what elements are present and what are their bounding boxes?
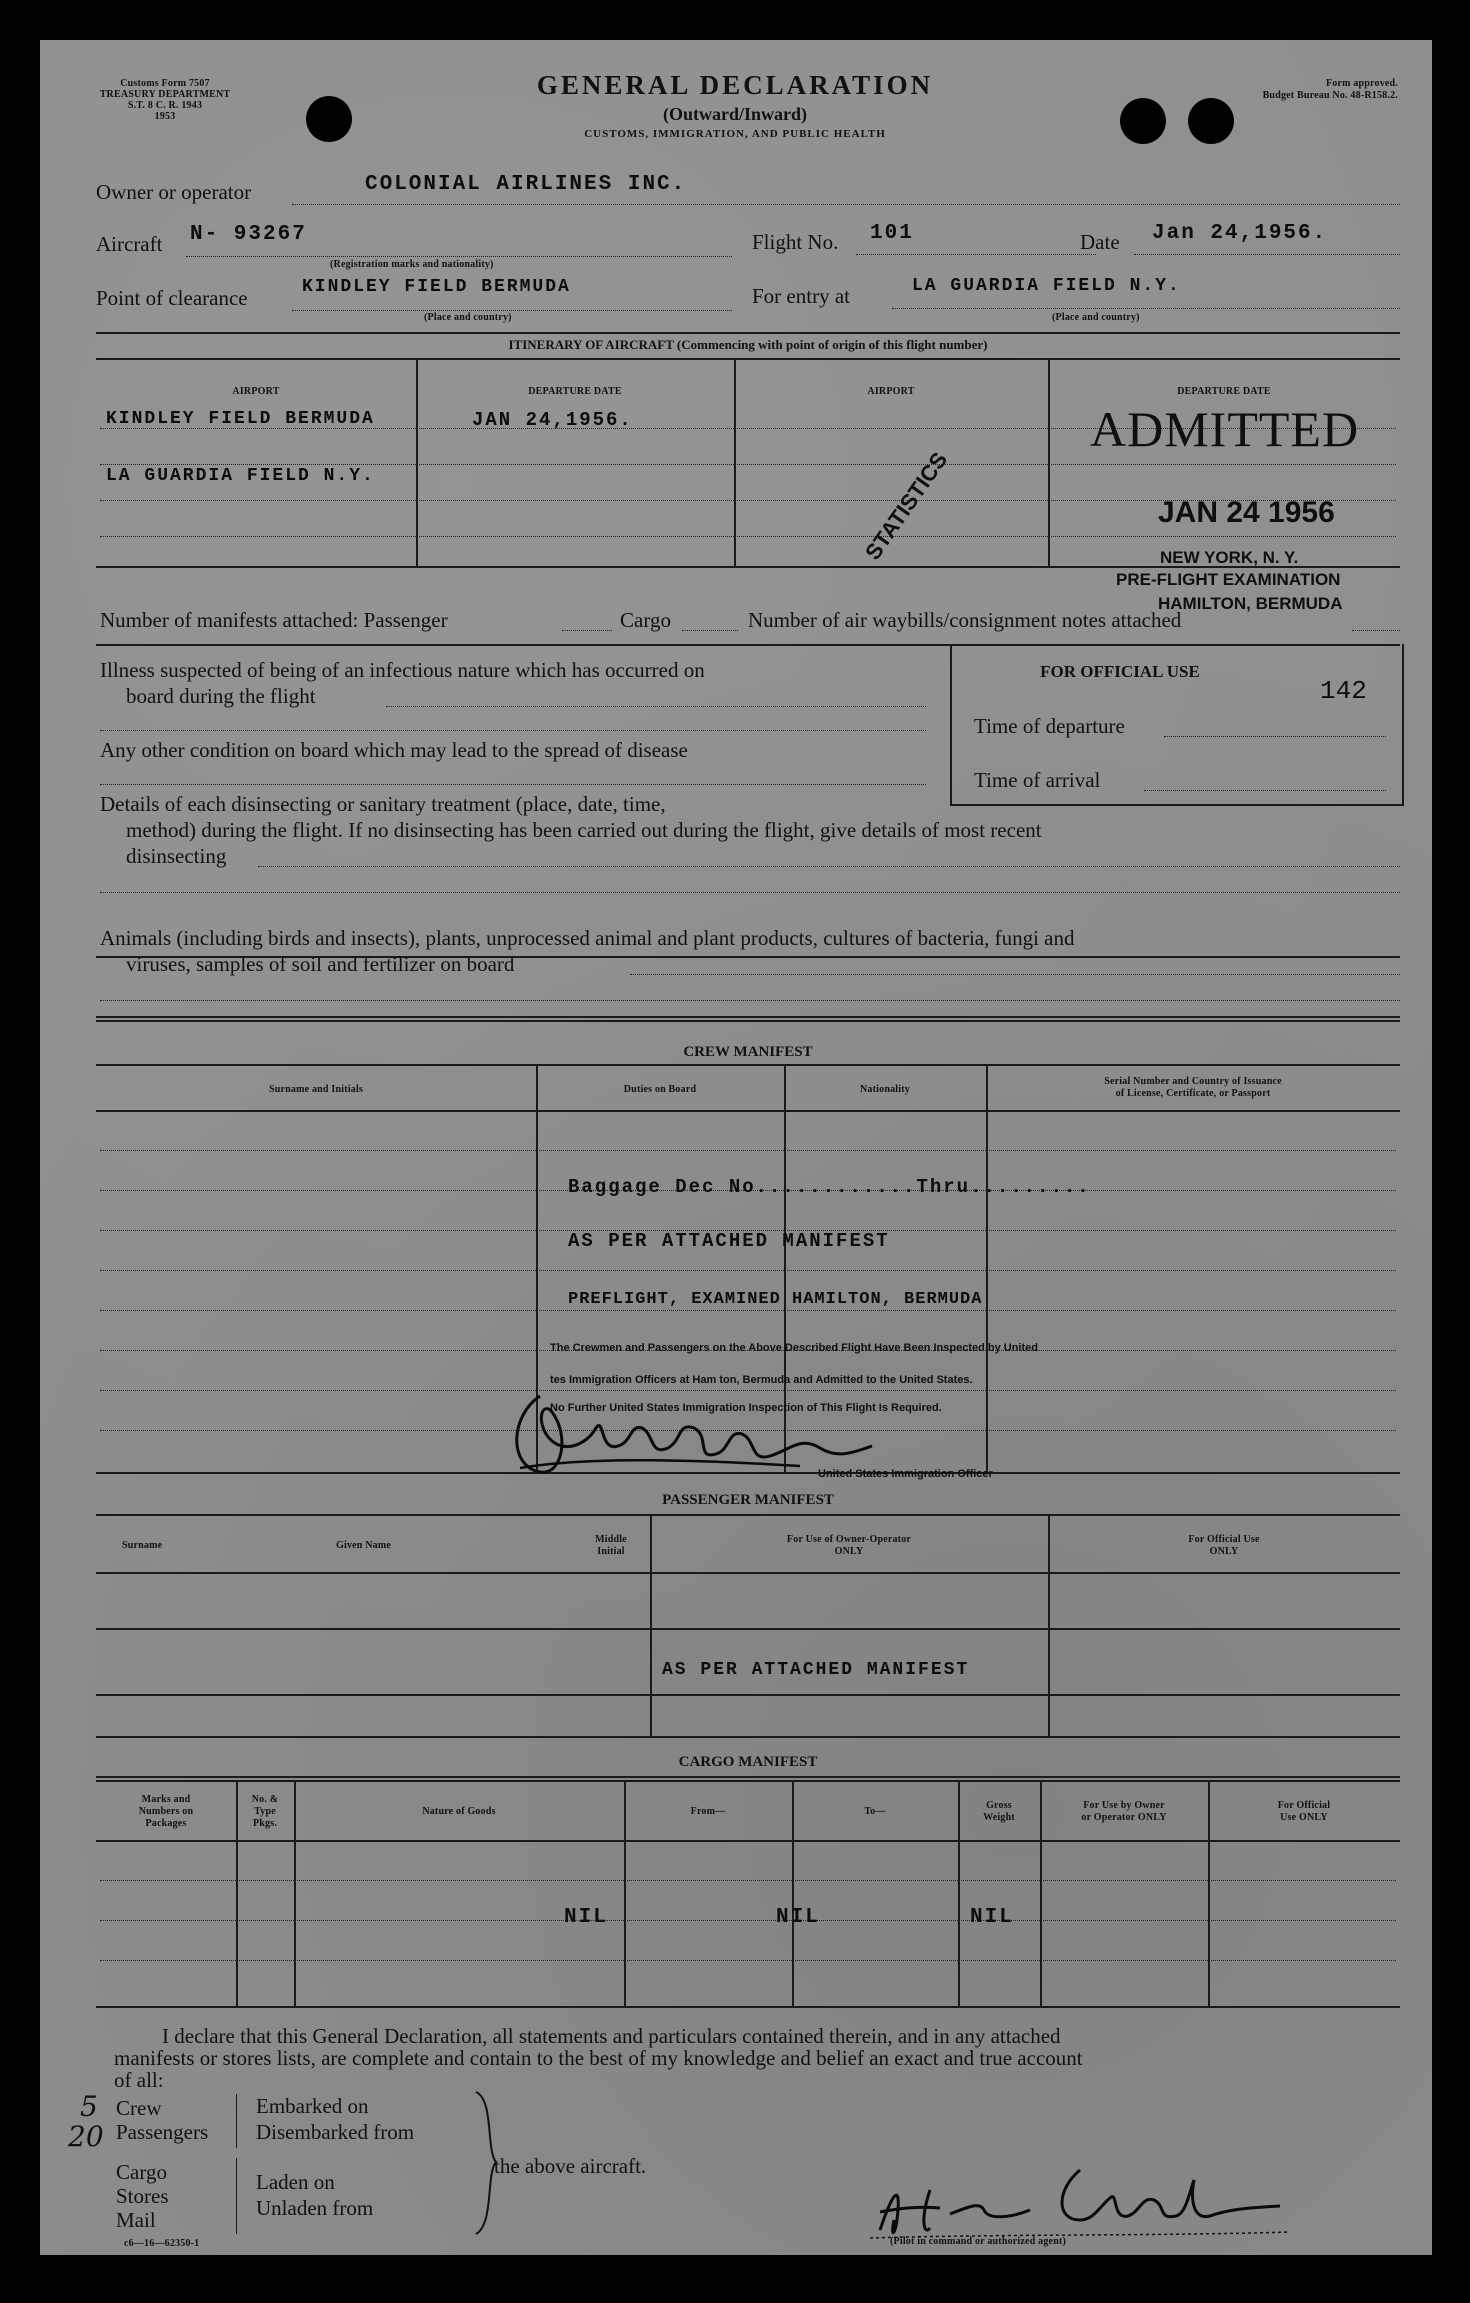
declaration-line-2: manifests or stores lists, are complete and contain to the best of my knowledge and belief an exact and true account (114, 2046, 1083, 2070)
declaration-crew: Crew (116, 2096, 162, 2120)
crew-col-nationality: Nationality (860, 1084, 910, 1095)
cargo-col-from: From— (690, 1806, 726, 1817)
disinsect-text-1: Details of each disinsecting or sanitary treatment (place, date, time, (100, 792, 666, 816)
passenger-manifest-typed: AS PER ATTACHED MANIFEST (662, 1660, 970, 1680)
official-use-heading: FOR OFFICIAL USE (1040, 662, 1200, 681)
official-number: 142 (1320, 676, 1367, 706)
cargo-col-marks (96, 1794, 236, 1830)
itinerary-departure-header-2: DEPARTURE DATE (1177, 386, 1271, 397)
flight-label: Flight No. (752, 230, 839, 254)
crew-col-serial-line2: of License, Certificate, or Passport (1115, 1088, 1271, 1099)
passenger-col-given: Given Name (336, 1540, 392, 1551)
time-of-departure-label: Time of departure (974, 714, 1125, 738)
cargo-col-no-line2: Type (254, 1806, 276, 1817)
inspection-stamp-4: United States Immigration Officer (818, 1468, 993, 1480)
declaration-laden: Laden on (256, 2170, 335, 2194)
handwritten-crew-count: 5 (80, 2090, 98, 2123)
form-subtitle: (Outward/Inward) (662, 104, 807, 124)
cargo-col-official (1208, 1800, 1400, 1824)
admitted-stamp: ADMITTED (1090, 401, 1360, 457)
itinerary-airport-header: AIRPORT (232, 386, 280, 397)
passenger-col-owner-line1: For Use of Owner-Operator (786, 1534, 912, 1545)
itinerary-row2-airport: LA GUARDIA FIELD N.Y. (106, 466, 375, 486)
itinerary-airport-header-2: AIRPORT (867, 386, 915, 397)
entry-label: For entry at (752, 284, 850, 308)
disinsect-text-3: disinsecting (126, 844, 227, 868)
cargo-col-owner-line2: or Operator ONLY (1081, 1812, 1167, 1823)
animals-text-1: Animals (including birds and insects), plants, unprocessed animal and plant products, cultures of bacteria, fungi and (100, 926, 1075, 950)
itinerary-heading: ITINERARY OF AIRCRAFT (Commencing with point of origin of this flight number) (508, 337, 988, 352)
itinerary-departure-header: DEPARTURE DATE (528, 386, 622, 397)
cargo-nil-gross: NIL (970, 1906, 1014, 1929)
cargo-col-no-line3: Pkgs. (252, 1818, 278, 1829)
crew-baggage-typed: Baggage Dec No............Thru......... (568, 1176, 1091, 1198)
cargo-nil-to: NIL (776, 1906, 820, 1929)
illness-text-1: Illness suspected of being of an infectious nature which has occurred on (100, 658, 705, 682)
owner-value: COLONIAL AIRLINES INC. (365, 173, 687, 196)
cargo-col-owner-line1: For Use by Owner (1083, 1800, 1165, 1811)
cargo-col-gross-line2: Weight (983, 1812, 1015, 1823)
pilot-signature (860, 2150, 1300, 2250)
cargo-manifest-heading: CARGO MANIFEST (678, 1754, 818, 1770)
cargo-col-official-line1: For Official (1277, 1800, 1331, 1811)
declaration-passengers: Passengers (116, 2120, 209, 2144)
preflight-stamp-2: HAMILTON, BERMUDA (1158, 594, 1343, 613)
passenger-col-owner (650, 1534, 1048, 1558)
clearance-place-note: (Place and country) (424, 312, 512, 323)
admitted-date-stamp: JAN 24 1956 (1158, 496, 1335, 529)
cargo-nil-nature: NIL (564, 1906, 608, 1929)
budget-bureau-number: Budget Bureau No. 48-R158.2. (1262, 90, 1398, 101)
declaration-unladen: Unladen from (256, 2196, 374, 2220)
statistics-stamp: STATISTICS (860, 447, 953, 565)
waybills-label: Number of air waybills/consignment notes attached (748, 608, 1182, 632)
flight-value: 101 (870, 222, 914, 245)
itinerary-row1-airport: KINDLEY FIELD BERMUDA (106, 409, 375, 429)
cargo-col-no (236, 1794, 294, 1830)
condition-text: Any other condition on board which may lead to the spread of disease (100, 738, 688, 762)
clearance-value: KINDLEY FIELD BERMUDA (302, 277, 571, 297)
owner-label: Owner or operator (96, 180, 252, 204)
passenger-col-official (1048, 1534, 1400, 1558)
form-year: 1953 (154, 111, 176, 122)
cargo-col-marks-line3: Packages (145, 1818, 187, 1829)
passenger-col-owner-line2: ONLY (834, 1546, 864, 1557)
form-title: GENERAL DECLARATION (536, 70, 934, 100)
manifests-passenger-label: Number of manifests attached: Passenger (100, 608, 448, 632)
form-code: c6—16—62350-1 (124, 2238, 200, 2249)
passenger-col-middle-line2: Initial (597, 1546, 625, 1557)
crew-col-name: Surname and Initials (268, 1084, 364, 1095)
cargo-col-gross (958, 1800, 1040, 1824)
declaration-stores: Stores (116, 2184, 169, 2208)
entry-place-note: (Place and country) (1052, 312, 1140, 323)
cargo-col-official-line2: Use ONLY (1280, 1812, 1328, 1823)
cargo-col-marks-line2: Numbers on (138, 1806, 194, 1817)
inspection-stamp-2: tes Immigration Officers at Ham ton, Bermuda and Admitted to the United States. (550, 1374, 973, 1386)
inspection-stamp-1: The Crewmen and Passengers on the Above Described Flight Have Been Inspected by United (550, 1342, 1038, 1354)
crew-col-serial (986, 1076, 1400, 1100)
passenger-col-official-line2: ONLY (1209, 1546, 1239, 1557)
aircraft-label: Aircraft (96, 232, 163, 256)
cargo-col-to: To— (864, 1806, 886, 1817)
inspection-stamp-3: No Further United States Immigration Inspection of This Flight Is Required. (550, 1402, 942, 1414)
date-value: Jan 24,1956. (1152, 222, 1328, 245)
passenger-col-middle (576, 1534, 646, 1558)
passenger-col-official-line1: For Official Use (1188, 1534, 1260, 1545)
crew-col-duties: Duties on Board (623, 1084, 697, 1095)
form-approved: Form approved. (1325, 78, 1398, 89)
declaration-line-1: I declare that this General Declaration, all statements and particulars contained therein, and in any attached (162, 2024, 1061, 2048)
cargo-col-gross-line1: Gross (986, 1800, 1012, 1811)
manifests-cargo-label: Cargo (620, 608, 671, 632)
animals-text-2: viruses, samples of soil and fertilizer on board (126, 952, 515, 976)
aircraft-value: N- 93267 (190, 223, 307, 246)
declaration-disembarked: Disembarked from (256, 2120, 415, 2144)
aircraft-note: (Registration marks and nationality) (330, 259, 494, 270)
passenger-col-surname: Surname (122, 1540, 163, 1551)
crew-preflight-typed: PREFLIGHT, EXAMINED HAMILTON, BERMUDA (568, 1290, 983, 1309)
crew-manifest-heading: CREW MANIFEST (683, 1044, 813, 1060)
passenger-manifest-heading: PASSENGER MANIFEST (662, 1492, 834, 1508)
illness-text-2: board during the flight (126, 684, 316, 708)
form-agencies: CUSTOMS, IMMIGRATION, AND PUBLIC HEALTH (584, 128, 886, 140)
date-label: Date (1080, 230, 1120, 254)
disinsect-text-2: method) during the flight. If no disinsecting has been carried out during the flight, give details of most recent (126, 818, 1042, 842)
declaration-line-3: of all: (114, 2068, 164, 2092)
itinerary-row1-date: JAN 24,1956. (472, 409, 633, 431)
cargo-col-nature: Nature of Goods (422, 1806, 496, 1817)
clearance-label: Point of clearance (96, 286, 248, 310)
time-of-arrival-label: Time of arrival (974, 768, 1101, 792)
cargo-col-no-line1: No. & (251, 1794, 279, 1805)
handwritten-passenger-count: 20 (68, 2120, 104, 2153)
cargo-col-owner (1040, 1800, 1208, 1824)
entry-value: LA GUARDIA FIELD N.Y. (912, 276, 1181, 296)
declaration-aircraft: the above aircraft. (494, 2154, 647, 2178)
declaration-cargo: Cargo (116, 2160, 167, 2184)
budget-approval-block (1128, 78, 1398, 102)
crew-col-serial-line1: Serial Number and Country of Issuance (1104, 1076, 1282, 1087)
passenger-col-middle-line1: Middle (595, 1534, 627, 1545)
admitted-place-stamp: NEW YORK, N. Y. (1160, 548, 1299, 567)
declaration-embarked: Embarked on (256, 2094, 369, 2118)
cargo-col-marks-line1: Marks and (141, 1794, 191, 1805)
punch-hole (1188, 98, 1234, 144)
regulation: S.T. 8 C. R. 1943 (127, 100, 203, 111)
preflight-stamp-1: PRE-FLIGHT EXAMINATION (1116, 570, 1341, 589)
declaration-mail: Mail (116, 2208, 156, 2232)
crew-manifest-typed: AS PER ATTACHED MANIFEST (568, 1230, 890, 1252)
general-declaration-form (40, 40, 1432, 2255)
department: TREASURY DEPARTMENT (99, 89, 231, 100)
signer-note: (Pilot in command or authorized agent) (890, 2236, 1067, 2247)
form-number: Customs Form 7507 (120, 78, 210, 89)
form-number-block (60, 78, 270, 122)
immigration-officer-signature (500, 1376, 880, 1486)
